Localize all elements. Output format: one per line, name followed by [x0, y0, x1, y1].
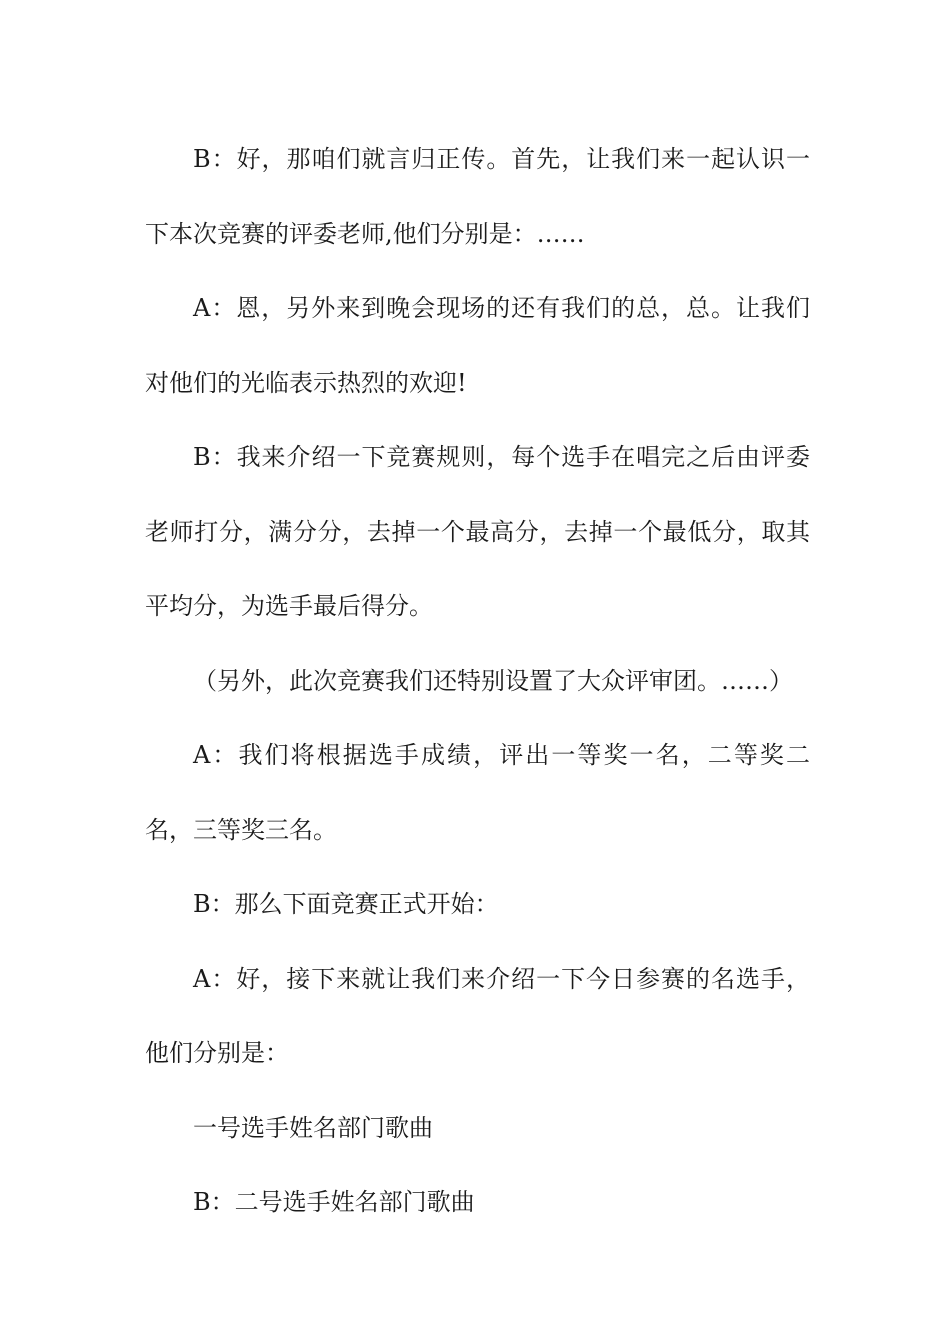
document-body	[145, 122, 810, 1240]
paragraph-contestant-2: B：二号选手姓名部门歌曲	[193, 1188, 475, 1216]
paragraph-competition-rules: B：我来介绍一下竞赛规则，每个选手在唱完之后由评委老师打分，满分分，去掉一个最高分，去掉一个最低分，取其平均分，为选手最后得分。	[145, 443, 810, 620]
paragraph-contestants-intro: A：好，接下来就让我们来介绍一下今日参赛的名选手，他们分别是：	[145, 964, 810, 1067]
paragraph-public-jury: （另外，此次竞赛我们还特别设置了大众评审团。……）	[193, 666, 793, 695]
paragraph-contestant-1: 一号选手姓名部门歌曲	[193, 1113, 433, 1142]
paragraph-competition-start: B：那么下面竞赛正式开始：	[193, 890, 499, 918]
paragraph-judges-intro: B：好，那咱们就言归正传。首先，让我们来一起认识一下本次竞赛的评委老师,他们分别是：……	[145, 145, 810, 248]
paragraph-awards: A：我们将根据选手成绩，评出一等奖一名，二等奖二名，三等奖三名。	[145, 741, 810, 844]
paragraph-guests-welcome: A：恩，另外来到晚会现场的还有我们的总，总。让我们对他们的光临表示热烈的欢迎!	[145, 294, 810, 397]
